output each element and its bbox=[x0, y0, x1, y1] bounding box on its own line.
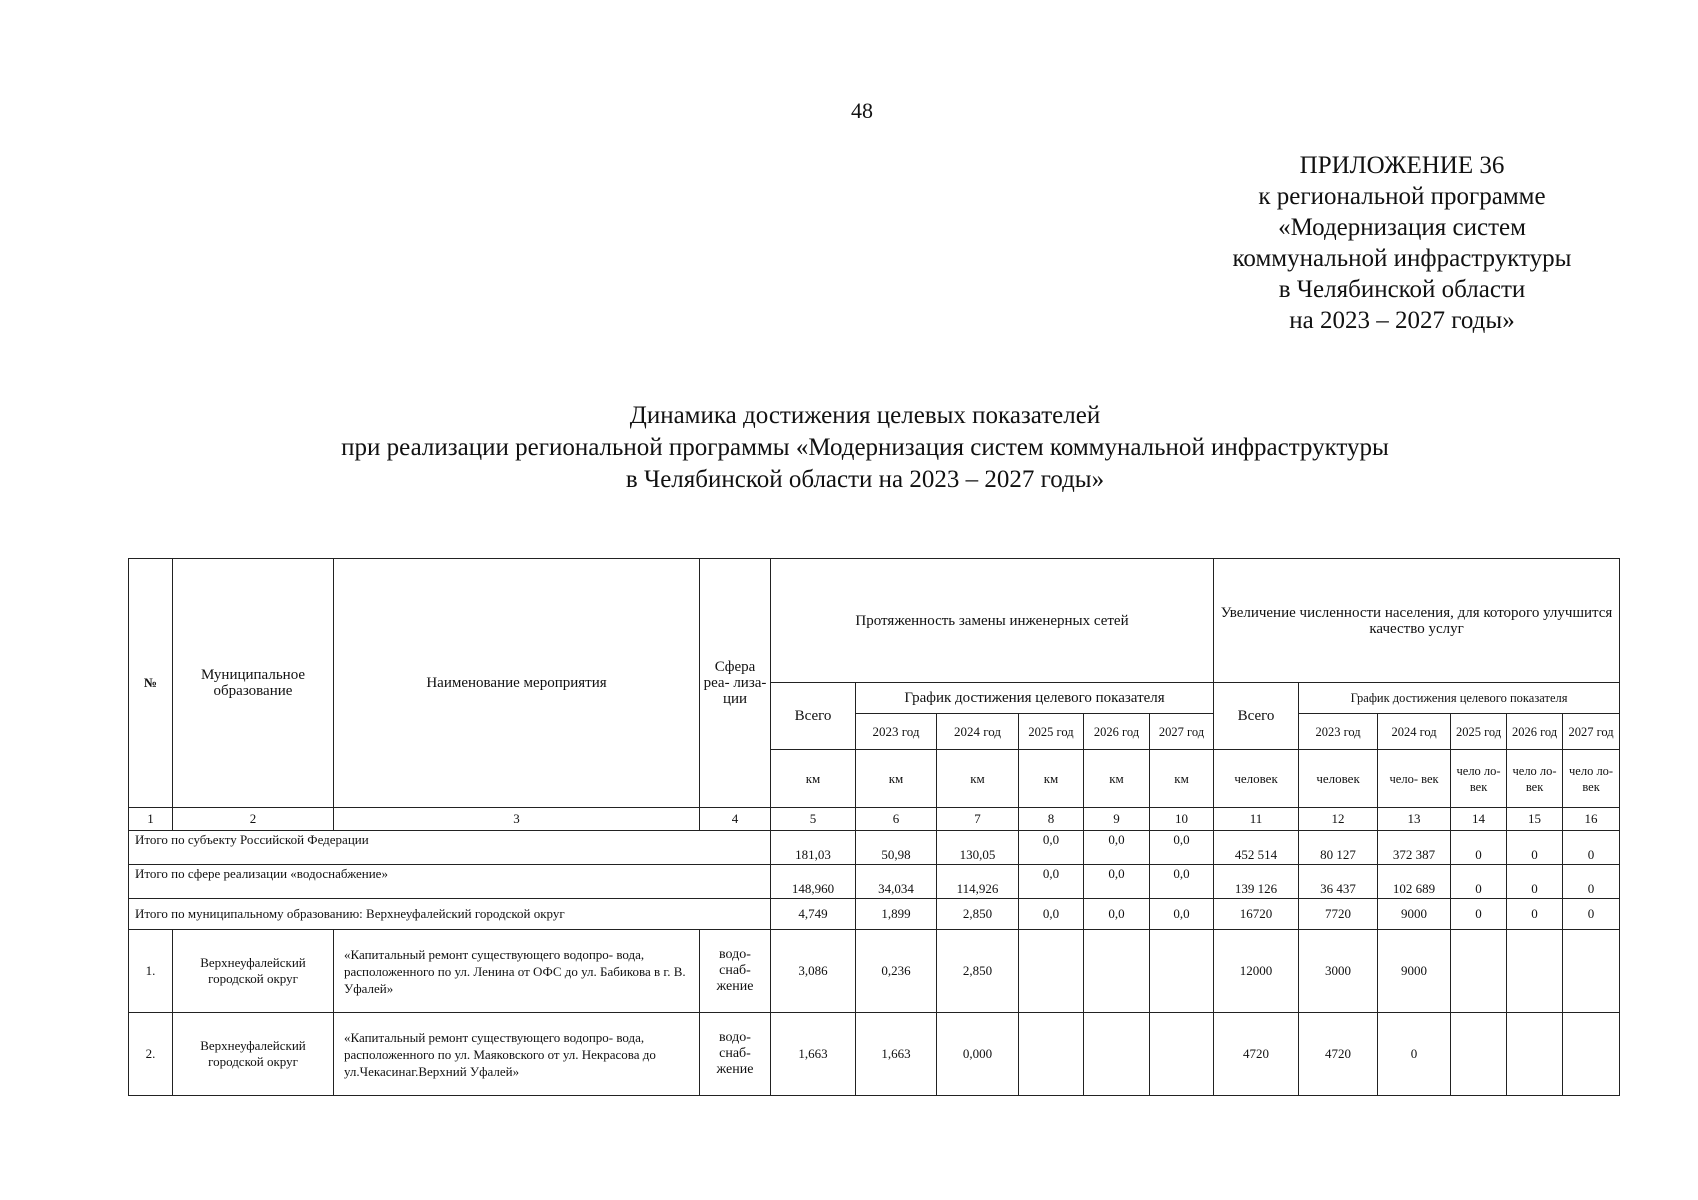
column-number: 8 bbox=[1019, 808, 1084, 831]
header-unit: чело ло- век bbox=[1563, 750, 1620, 808]
data-cell bbox=[1019, 1013, 1084, 1096]
column-number: 14 bbox=[1451, 808, 1507, 831]
row-number: 2. bbox=[129, 1013, 173, 1096]
column-number: 5 bbox=[771, 808, 856, 831]
header-year-networks: 2027 год bbox=[1150, 714, 1214, 750]
appendix-line: в Челябинской области bbox=[1278, 276, 1526, 303]
data-cell bbox=[1507, 930, 1563, 1013]
total-cell: 0,0 bbox=[1019, 899, 1084, 930]
data-cell bbox=[1150, 930, 1214, 1013]
total-cell: 130,05 bbox=[937, 831, 1019, 865]
total-cell: 452 514 bbox=[1214, 831, 1299, 865]
appendix-line: коммунальной инфраструктуры bbox=[1232, 245, 1572, 272]
data-cell: 4720 bbox=[1214, 1013, 1299, 1096]
appendix-line: на 2023 – 2027 годы» bbox=[1289, 307, 1515, 334]
total-cell: 2,850 bbox=[937, 899, 1019, 930]
data-cell: 1,663 bbox=[856, 1013, 937, 1096]
data-cell bbox=[1451, 930, 1507, 1013]
total-cell: 114,926 bbox=[937, 865, 1019, 899]
total-cell: 0,0 bbox=[1084, 831, 1150, 865]
data-cell: 3000 bbox=[1299, 930, 1378, 1013]
row-sphere: водо- снаб- жение bbox=[700, 930, 771, 1013]
row-measure-name: «Капитальный ремонт существующего водопро- вода, расположенного по ул. Ленина от ОФС до ул. Бабикова в г. В. Уфалей» bbox=[334, 930, 700, 1013]
header-population-schedule: График достижения целевого показателя bbox=[1299, 683, 1620, 714]
column-number: 11 bbox=[1214, 808, 1299, 831]
indicators-table bbox=[128, 558, 1620, 1096]
total-cell: 50,98 bbox=[856, 831, 937, 865]
total-cell: 0 bbox=[1563, 831, 1620, 865]
total-cell: 0 bbox=[1563, 865, 1620, 899]
data-cell: 0,236 bbox=[856, 930, 937, 1013]
header-year-population: 2023 год bbox=[1299, 714, 1378, 750]
header-networks-total: Всего bbox=[771, 683, 856, 750]
table-row bbox=[129, 1013, 1620, 1096]
header-municipality: Муниципальное образование bbox=[173, 559, 334, 808]
header-unit: км bbox=[771, 750, 856, 808]
appendix-line: к региональной программе bbox=[1258, 183, 1546, 210]
total-cell: 0,0 bbox=[1150, 865, 1214, 899]
row-municipality: Верхнеуфалейский городской округ bbox=[173, 930, 334, 1013]
total-cell: 0 bbox=[1451, 865, 1507, 899]
header-year-networks: 2026 год bbox=[1084, 714, 1150, 750]
row-number: 1. bbox=[129, 930, 173, 1013]
total-cell: 0 bbox=[1507, 831, 1563, 865]
column-number: 15 bbox=[1507, 808, 1563, 831]
column-number: 4 bbox=[700, 808, 771, 831]
total-cell: 7720 bbox=[1299, 899, 1378, 930]
title-line: при реализации региональной программы «Модернизация систем коммунальной инфраструктуры bbox=[341, 434, 1389, 461]
total-cell: 372 387 bbox=[1378, 831, 1451, 865]
header-unit: чело ло- век bbox=[1451, 750, 1507, 808]
total-cell: 4,749 bbox=[771, 899, 856, 930]
header-number: № bbox=[129, 559, 173, 808]
header-year-networks: 2025 год bbox=[1019, 714, 1084, 750]
column-number: 6 bbox=[856, 808, 937, 831]
header-unit: человек bbox=[1299, 750, 1378, 808]
data-cell: 1,663 bbox=[771, 1013, 856, 1096]
appendix-header bbox=[1170, 150, 1634, 336]
data-cell: 0 bbox=[1378, 1013, 1451, 1096]
data-cell bbox=[1563, 1013, 1620, 1096]
total-cell: 1,899 bbox=[856, 899, 937, 930]
header-year-networks: 2024 год bbox=[937, 714, 1019, 750]
header-unit: человек bbox=[1214, 750, 1299, 808]
title-line: в Челябинской области на 2023 – 2027 годы» bbox=[625, 466, 1105, 493]
header-unit: чело- век bbox=[1378, 750, 1451, 808]
column-number: 16 bbox=[1563, 808, 1620, 831]
data-cell: 2,850 bbox=[937, 930, 1019, 1013]
header-unit: км bbox=[856, 750, 937, 808]
data-cell bbox=[1084, 930, 1150, 1013]
total-cell: 181,03 bbox=[771, 831, 856, 865]
total-cell: 0,0 bbox=[1084, 899, 1150, 930]
header-year-population: 2027 год bbox=[1563, 714, 1620, 750]
total-cell: 0,0 bbox=[1150, 831, 1214, 865]
data-cell: 12000 bbox=[1214, 930, 1299, 1013]
column-number: 7 bbox=[937, 808, 1019, 831]
header-population-group: Увеличение численности населения, для которого улучшится качество услуг bbox=[1214, 559, 1620, 683]
header-unit: км bbox=[1150, 750, 1214, 808]
header-year-population: 2026 год bbox=[1507, 714, 1563, 750]
page-number: 48 bbox=[851, 98, 873, 123]
total-cell: 0 bbox=[1451, 831, 1507, 865]
data-cell bbox=[1019, 930, 1084, 1013]
data-cell: 3,086 bbox=[771, 930, 856, 1013]
header-networks-schedule: График достижения целевого показателя bbox=[856, 683, 1214, 714]
column-number: 3 bbox=[334, 808, 700, 831]
total-cell: 0,0 bbox=[1150, 899, 1214, 930]
total-cell: 80 127 bbox=[1299, 831, 1378, 865]
data-cell bbox=[1150, 1013, 1214, 1096]
total-cell: 0 bbox=[1507, 899, 1563, 930]
header-unit: км bbox=[1084, 750, 1150, 808]
total-cell: 139 126 bbox=[1214, 865, 1299, 899]
data-cell: 9000 bbox=[1378, 930, 1451, 1013]
total-cell: 0,0 bbox=[1019, 865, 1084, 899]
header-year-networks: 2023 год bbox=[856, 714, 937, 750]
header-year-population: 2025 год bbox=[1451, 714, 1507, 750]
total-row-label: Итого по субъекту Российской Федерации bbox=[129, 831, 771, 865]
appendix-line: ПРИЛОЖЕНИЕ 36 bbox=[1299, 152, 1505, 179]
header-population-total: Всего bbox=[1214, 683, 1299, 750]
row-measure-name: «Капитальный ремонт существующего водопро- вода, расположенного по ул. Маяковского от ул. Некрасова до ул.Чекасинаг.Верхний Уфалей» bbox=[334, 1013, 700, 1096]
total-cell: 0,0 bbox=[1084, 865, 1150, 899]
document-title bbox=[140, 400, 1590, 496]
column-number: 10 bbox=[1150, 808, 1214, 831]
total-cell: 36 437 bbox=[1299, 865, 1378, 899]
header-unit: км bbox=[1019, 750, 1084, 808]
column-number: 1 bbox=[129, 808, 173, 831]
title-line: Динамика достижения целевых показателей bbox=[629, 402, 1101, 429]
data-cell bbox=[1507, 1013, 1563, 1096]
header-sphere: Сфера реа- лиза- ции bbox=[700, 559, 771, 808]
data-cell: 0,000 bbox=[937, 1013, 1019, 1096]
header-unit: км bbox=[937, 750, 1019, 808]
total-cell: 0 bbox=[1563, 899, 1620, 930]
total-cell: 148,960 bbox=[771, 865, 856, 899]
total-row-label: Итого по муниципальному образованию: Верхнеуфалейский городской округ bbox=[129, 899, 771, 930]
header-networks-group: Протяженность замены инженерных сетей bbox=[771, 559, 1214, 683]
column-number: 12 bbox=[1299, 808, 1378, 831]
header-measure-name: Наименование мероприятия bbox=[334, 559, 700, 808]
total-cell: 34,034 bbox=[856, 865, 937, 899]
total-cell: 0 bbox=[1507, 865, 1563, 899]
total-cell: 9000 bbox=[1378, 899, 1451, 930]
column-number: 2 bbox=[173, 808, 334, 831]
table-row bbox=[129, 930, 1620, 1013]
total-cell: 102 689 bbox=[1378, 865, 1451, 899]
row-municipality: Верхнеуфалейский городской округ bbox=[173, 1013, 334, 1096]
data-cell: 4720 bbox=[1299, 1013, 1378, 1096]
total-cell: 0 bbox=[1451, 899, 1507, 930]
total-cell: 0,0 bbox=[1019, 831, 1084, 865]
header-unit: чело ло- век bbox=[1507, 750, 1563, 808]
column-number: 13 bbox=[1378, 808, 1451, 831]
header-year-population: 2024 год bbox=[1378, 714, 1451, 750]
data-cell bbox=[1084, 1013, 1150, 1096]
data-cell bbox=[1563, 930, 1620, 1013]
row-sphere: водо- снаб- жение bbox=[700, 1013, 771, 1096]
total-row-label: Итого по сфере реализации «водоснабжение» bbox=[129, 865, 771, 899]
data-cell bbox=[1451, 1013, 1507, 1096]
total-cell: 16720 bbox=[1214, 899, 1299, 930]
column-number: 9 bbox=[1084, 808, 1150, 831]
appendix-line: «Модернизация систем bbox=[1278, 214, 1526, 241]
